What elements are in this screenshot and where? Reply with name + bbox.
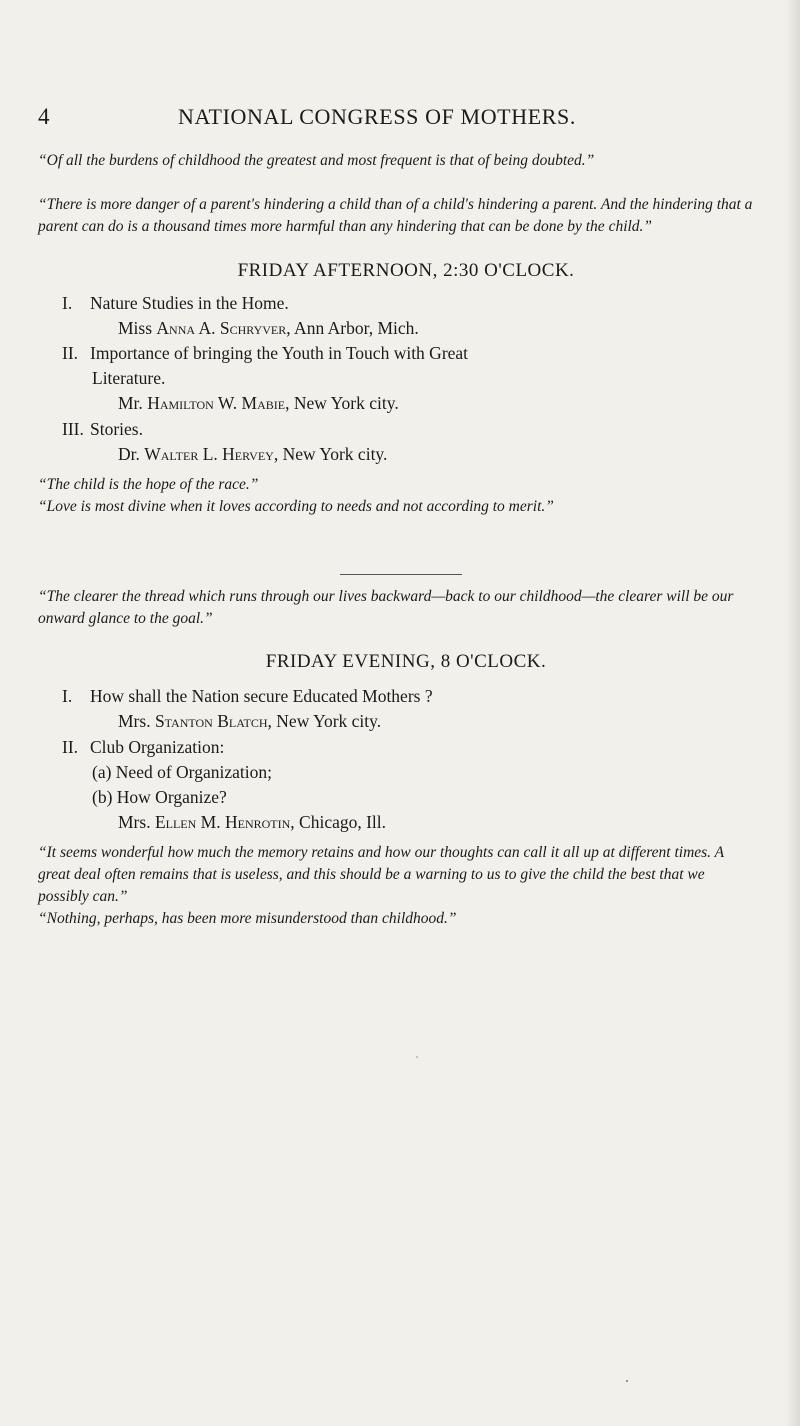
afternoon-speaker-1 bbox=[118, 316, 419, 340]
speaker-title: Miss bbox=[118, 318, 153, 338]
section-heading-afternoon-text: FRIDAY AFTERNOON, 2:30 O'CLOCK. bbox=[237, 260, 575, 281]
evening-item-2 bbox=[62, 735, 224, 759]
speaker-location: , New York city. bbox=[285, 393, 399, 413]
evening-item-1 bbox=[62, 684, 433, 708]
speaker-name: Stanton Blatch bbox=[154, 711, 268, 731]
item-numeral: I. bbox=[62, 686, 73, 706]
section-heading-afternoon bbox=[0, 260, 800, 282]
speaker-name: Hamilton W. Mabie bbox=[147, 393, 286, 413]
speaker-location: , Chicago, Ill. bbox=[290, 812, 387, 832]
section-divider-rule bbox=[340, 574, 462, 575]
evening-pre-quote: “The clearer the thread which runs through our lives backward—back to our childhood—the clearer will be our onward glance to the goal.” bbox=[38, 588, 734, 627]
afternoon-item-2 bbox=[62, 341, 468, 365]
afternoon-item-1 bbox=[62, 291, 289, 315]
page-edge-shadow bbox=[786, 0, 800, 1426]
section-heading-evening-text: FRIDAY EVENING, 8 O'CLOCK. bbox=[265, 651, 547, 672]
evening-quote-2: “Nothing, perhaps, has been more misunderstood than childhood.” bbox=[38, 910, 457, 927]
afternoon-quote-1: “The child is the hope of the race.” bbox=[38, 476, 259, 493]
afternoon-quote-2: “Love is most divine when it loves according to needs and not according to merit.” bbox=[38, 498, 554, 515]
item-numeral: II. bbox=[62, 343, 79, 363]
evening-speaker-1 bbox=[118, 709, 381, 733]
afternoon-speaker-3 bbox=[118, 442, 387, 466]
evening-subitem-b: (b) How Organize? bbox=[92, 787, 227, 807]
afternoon-item-3 bbox=[62, 417, 143, 441]
evening-speaker-2 bbox=[118, 810, 386, 834]
speaker-location: , Ann Arbor, Mich. bbox=[286, 318, 419, 338]
speaker-location: , New York city. bbox=[273, 444, 388, 464]
item-topic: Stories. bbox=[90, 419, 143, 439]
evening-quote-1: “It seems wonderful how much the memory retains and how our thoughts can call it all up at different times. A great deal often remains that is useless, and this should be a warning to us to give the child the best that we possibly can.” bbox=[38, 844, 724, 905]
speaker-title: Mrs. bbox=[118, 812, 151, 832]
speaker-location: , New York city. bbox=[267, 711, 382, 731]
afternoon-item-2-continuation: Literature. bbox=[92, 368, 166, 388]
section-heading-evening bbox=[0, 651, 800, 673]
afternoon-speaker-2 bbox=[118, 391, 399, 415]
opening-quote-1: “Of all the burdens of childhood the greatest and most frequent is that of being doubted.” bbox=[38, 152, 595, 169]
opening-quote-2: “There is more danger of a parent's hindering a child than of a child's hindering a parent. And the hindering that a parent can do is a thousand times more harmful than any hindering that can be done by the child.” bbox=[38, 196, 753, 235]
scan-speck bbox=[416, 1056, 418, 1058]
item-topic: Nature Studies in the Home. bbox=[90, 293, 289, 313]
item-numeral: III. bbox=[62, 419, 84, 439]
scan-speck bbox=[626, 1380, 628, 1382]
page-number: 4 bbox=[38, 104, 50, 129]
running-head bbox=[38, 104, 778, 134]
speaker-title: Mr. bbox=[118, 393, 143, 413]
item-topic: Club Organization: bbox=[90, 737, 225, 757]
item-numeral: II. bbox=[62, 737, 79, 757]
speaker-name: Walter L. Hervey bbox=[144, 444, 274, 464]
speaker-title: Mrs. bbox=[118, 711, 151, 731]
speaker-title: Dr. bbox=[118, 444, 140, 464]
evening-subitem-a: (a) Need of Organization; bbox=[92, 762, 272, 782]
running-head-title: NATIONAL CONGRESS OF MOTHERS. bbox=[178, 104, 576, 129]
speaker-name: Ellen M. Henrotin bbox=[154, 812, 291, 832]
speaker-name: Anna A. Schryver bbox=[156, 318, 287, 338]
item-numeral: I. bbox=[62, 293, 73, 313]
item-topic: Importance of bringing the Youth in Touch with Great bbox=[90, 343, 469, 363]
item-topic: How shall the Nation secure Educated Mothers ? bbox=[90, 686, 433, 706]
